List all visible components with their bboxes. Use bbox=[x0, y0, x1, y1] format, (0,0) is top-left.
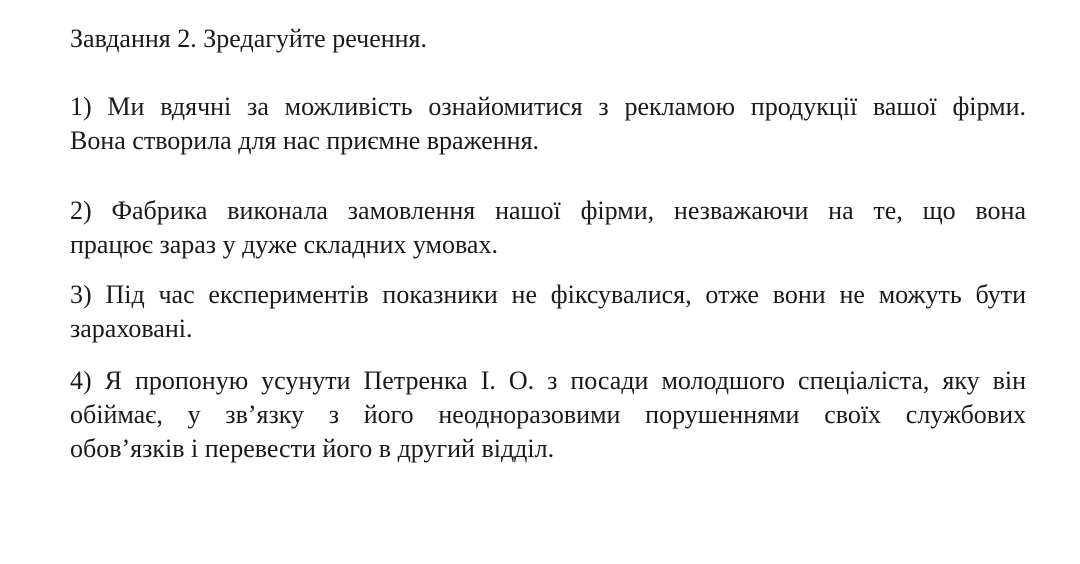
sentence-4-line-1: 4) Я пропоную усунути Петренка І. О. з посади молодшого спеціаліста, яку він bbox=[70, 366, 1026, 395]
task-title: Завдання 2. Зредагуйте речення. bbox=[70, 24, 428, 53]
sentence-3-line-2: зараховані. bbox=[70, 314, 193, 343]
sentence-4-line-3: обов’язків і перевести його в другий відділ. bbox=[70, 434, 555, 463]
sentence-1-line-1: 1) Ми вдячні за можливість ознайомитися з рекламою продукції вашої фірми. bbox=[70, 92, 1026, 121]
sentence-2-line-2: працює зараз у дуже складних умовах. bbox=[70, 230, 498, 259]
sentence-3 bbox=[70, 278, 1026, 346]
document-page bbox=[70, 22, 1026, 463]
sentence-3-line-1: 3) Під час експериментів показники не фіксувалися, отже вони не можуть бути bbox=[70, 280, 1026, 309]
sentence-1-line-2: Вона створила для нас приємне враження. bbox=[70, 126, 540, 155]
sentence-2 bbox=[70, 194, 1026, 262]
sentence-1 bbox=[70, 90, 1026, 158]
sentence-4 bbox=[70, 364, 1026, 466]
sentence-2-line-1: 2) Фабрика виконала замовлення нашої фірми, незважаючи на те, що вона bbox=[70, 196, 1026, 225]
sentence-4-line-2: обіймає, у зв’язку з його неодноразовими порушеннями своїх службових bbox=[70, 400, 1026, 429]
